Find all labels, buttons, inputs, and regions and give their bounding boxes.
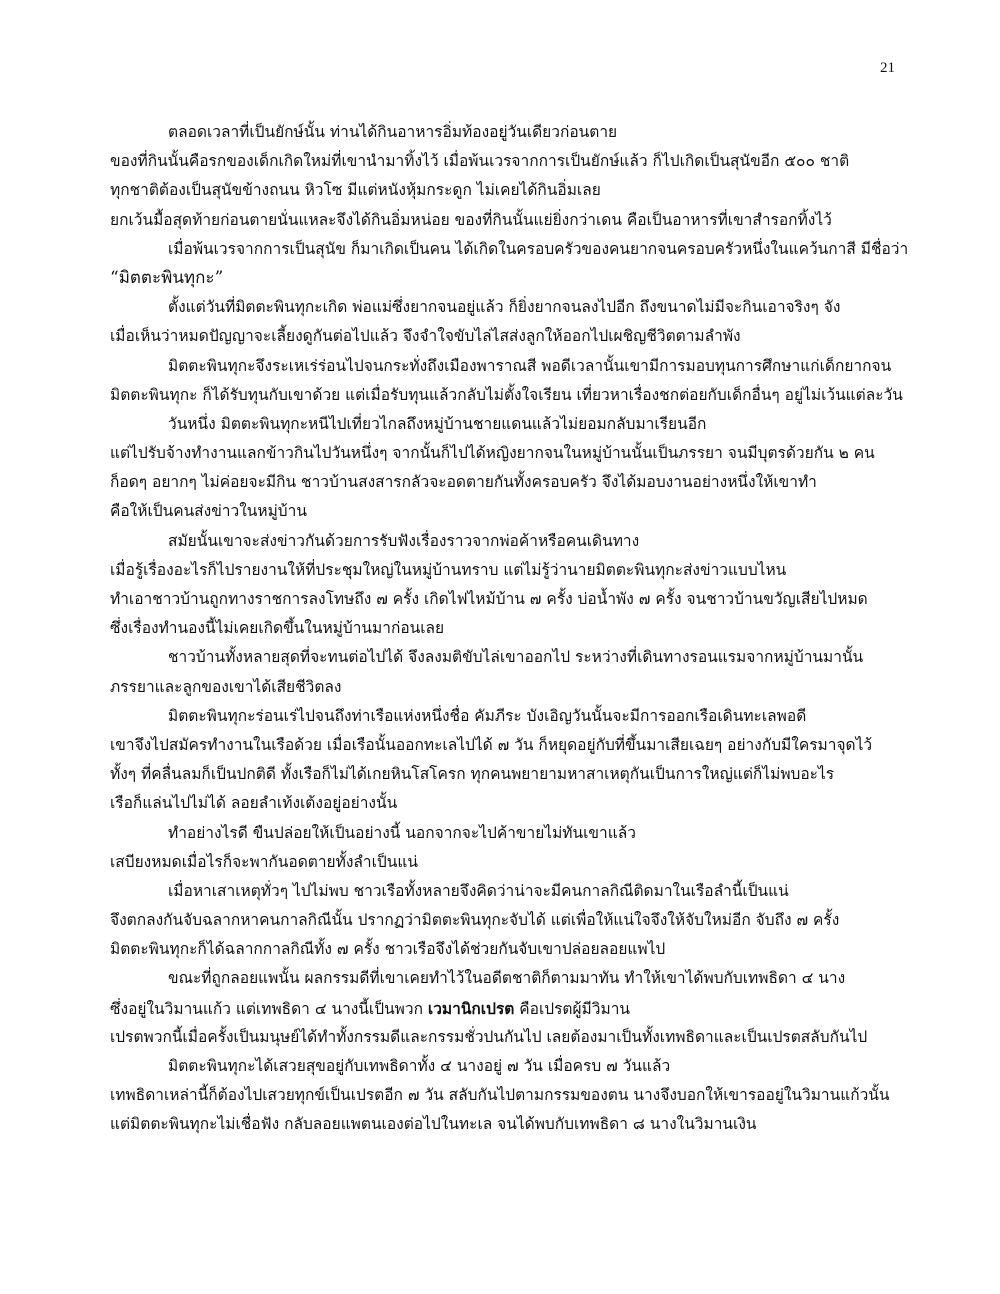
text-line: เมื่อเห็นว่าหมดปัญญาจะเลี้ยงดูกันต่อไปแล้ว จึงจำใจขับไล่ไสส่งลูกให้ออกไปเผชิญชีวิตตามลำพัง [110, 327, 741, 346]
text-line: ซึ่งเรื่องทำนองนี้ไม่เคยเกิดขึ้นในหมู่บ้านมาก่อนเลย [110, 619, 445, 638]
text-line: แต่ไปรับจ้างทำงานแลกข้าวกินไปวันหนึ่งๆ จากนั้นก็ไปได้หญิงยากจนในหมู่บ้านนั้นเป็นภรรยา จนมีบุตรด้วยกัน ๒ คน [110, 444, 875, 463]
text-line: มิตตะพินทุกะ ก็ได้รับทุนกับเขาด้วย แต่เมื่อรับทุนแล้วกลับไม่ตั้งใจเรียน เที่ยวหาเรื่องชกต่อยกับเด็กอื่นๆ อยู่ไม่เว้นแต่ละวัน [110, 385, 903, 404]
text-line: ชาวบ้านทั้งหลายสุดที่จะทนต่อไปได้ จึงลงมติขับไล่เขาออกไป ระหว่างที่เดินทางรอนแรมจากหมู่บ้านมานั้น [168, 648, 864, 667]
text-line: ทุกชาติต้องเป็นสุนัขข้างถนน หิวโซ มีแต่หนังหุ้มกระดูก ไม่เคยได้กินอิ่มเลย [110, 181, 601, 200]
text-line: เมื่อพ้นเวรจากการเป็นสุนัข ก็มาเกิดเป็นคน ได้เกิดในครอบครัวของคนยากจนครอบครัวหนึ่งในแคว้นกาสี มีชื่อว่า [168, 239, 909, 258]
text-line: ทำอย่างไรดี ขืนปล่อยให้เป็นอย่างนี้ นอกจากจะไปค้าขายไม่ทันเขาแล้ว [168, 823, 636, 842]
text-line: มิตตะพินทุกะร่อนเร่ไปจนถึงท่าเรือแห่งหนึ่งชื่อ คัมภีระ บังเอิญวันนั้นจะมีการออกเรือเดินทะเลพอดี [168, 706, 807, 725]
text-line: ตั้งแต่วันที่มิตตะพินทุกะเกิด พ่อแม่ซึ่งยากจนอยู่แล้ว ก็ยิ่งยากจนลงไปอีก ถึงขนาดไม่มีจะกินเอาจริงๆ จัง [168, 298, 841, 317]
text-line: ขณะที่ถูกลอยแพนั้น ผลกรรมดีที่เขาเคยทำไว้ในอดีตชาติก็ตามมาทัน ทำให้เขาได้พบกับเทพธิดา ๔ นาง [168, 969, 846, 988]
text-line: เมื่อรู้เรื่องอะไรก็ไปรายงานให้ที่ประชุมใหญ่ในหมู่บ้านทราบ แต่ไม่รู้ว่านายมิตตะพินทุกะส่งข่าวแบบไหน [110, 560, 787, 579]
text-line: เขาจึงไปสมัครทำงานในเรือด้วย เมื่อเรือนั้นออกทะเลไปได้ ๗ วัน ก็หยุดอยู่กับที่ขึ้นมาเสียเฉยๆ อย่างกับมีใครมาจุดไว้ [110, 735, 873, 754]
text-line: จึงตกลงกันจับฉลากหาคนกาลกิณีนั้น ปรากฏว่ามิตตะพินทุกะจับได้ แต่เพื่อให้แน่ใจจึงให้จับใหม่อีก จับถึง ๗ ครั้ง [110, 911, 840, 930]
text-line: ทำเอาชาวบ้านถูกทางราชการลงโทษถึง ๗ ครั้ง เกิดไฟไหม้บ้าน ๗ ครั้ง บ่อน้ำพัง ๗ ครั้ง จนชาวบ้านขวัญเสียไปหมด [110, 590, 868, 608]
text-line: เรือก็แล่นไปไม่ได้ ลอยลำเท้งเต้งอยู่อย่างนั้น [110, 794, 398, 813]
text-line: มิตตะพินทุกะก็ได้ฉลากกาลกิณีทั้ง ๗ ครั้ง ชาวเรือจึงได้ช่วยกันจับเขาปล่อยลอยแพไป [110, 940, 666, 959]
text-line: ยกเว้นมื้อสุดท้ายก่อนตายนั่นแหละจึงได้กินอิ่มหน่อย ของที่กินนั้นแย่ยิ่งกว่าเดน คือเป็นอาหารที่เขาสำรอกทิ้งไว้ [110, 210, 832, 229]
text-line [110, 994, 920, 1023]
bold-term: เวมานิกเปรต [427, 998, 515, 1018]
text-line: ตลอดเวลาที่เป็นยักษ์นั้น ท่านได้กินอาหารอิ่มท้องอยู่วันเดียวก่อนตาย [168, 123, 618, 141]
text-line: สมัยนั้นเขาจะส่งข่าวกันด้วยการรับฟังเรื่องราวจากพ่อค้าหรือคนเดินทาง [168, 531, 640, 550]
text-line: มิตตะพินทุกะจึงระเหเร่ร่อนไปจนกระทั่งถึงเมืองพาราณสี พอดีเวลานั้นเขามีการมอบทุนการศึกษาแก่เด็กยากจน [168, 356, 892, 375]
text-line: เทพธิดาเหล่านี้ก็ต้องไปเสวยทุกข์เป็นเปรตอีก ๗ วัน สลับกันไปตามกรรมของตน นางจึงบอกให้เขารออยู่ในวิมานแก้วนั้น [110, 1086, 890, 1105]
text-line: แต่มิตตะพินทุกะไม่เชื่อฟัง กลับลอยแพตนเองต่อไปในทะเล จนได้พบกับเทพธิดา ๘ นางในวิมานเงิน [110, 1115, 757, 1134]
text-line: ภรรยาและลูกของเขาได้เสียชีวิตลง [110, 677, 342, 696]
text-line: เสบียงหมดเมื่อไรก็จะพากันอดตายทั้งลำเป็นแน่ [110, 852, 418, 871]
text-run: คือเปรตผู้มีวิมาน [514, 999, 630, 1018]
text-line: ก็อดๆ อยากๆ ไม่ค่อยจะมีกิน ชาวบ้านสงสารกลัวจะอดตายกันทั้งครอบครัว จึงได้มอบงานอย่างหนึ่งให้เขาทำ [110, 473, 817, 492]
text-line: เปรตพวกนี้เมื่อครั้งเป็นมนุษย์ได้ทำทั้งกรรมดีและกรรมชั่วปนกันไป เลยต้องมาเป็นทั้งเทพธิดาและเป็นเปรตสลับกันไป [110, 1027, 868, 1046]
character-name-quote: “มิตตะพินทุกะ” [110, 267, 224, 288]
text-line: คือให้เป็นคนส่งข่าวในหมู่บ้าน [110, 502, 307, 521]
text-run: ซึ่งอยู่ในวิมานแก้ว แต่เทพธิดา ๔ นางนี้เป็นพวก [110, 999, 428, 1018]
body-text [110, 118, 920, 1140]
text-line: ของที่กินนั้นคือรกของเด็กเกิดใหม่ที่เขานำมาทิ้งไว้ เมื่อพ้นเวรจากการเป็นยักษ์แล้ว ก็ไปเกิดเป็นสุนัขอีก ๕๐๐ ชาติ [110, 152, 850, 171]
text-line: เมื่อหาเสาเหตุทั่วๆ ไปไม่พบ ชาวเรือทั้งหลายจึงคิดว่าน่าจะมีคนกาลกิณีติดมาในเรือลำนี้เป็นแน่ [168, 881, 789, 900]
text-line: วันหนึ่ง มิตตะพินทุกะหนีไปเที่ยวไกลถึงหมู่บ้านชายแดนแล้วไม่ยอมกลับมาเรียนอีก [168, 414, 707, 433]
page-number: 21 [880, 60, 895, 76]
text-line: ทั้งๆ ที่คลื่นลมก็เป็นปกติดี ทั้งเรือก็ไม่ได้เกยหินโสโครก ทุกคนพยายามหาสาเหตุกันเป็นการใหญ่แต่ก็ไม่พบอะไร [110, 765, 835, 784]
text-line: มิตตะพินทุกะได้เสวยสุขอยู่กับเทพธิดาทั้ง ๔ นางอยู่ ๗ วัน เมื่อครบ ๗ วันแล้ว [168, 1057, 671, 1075]
